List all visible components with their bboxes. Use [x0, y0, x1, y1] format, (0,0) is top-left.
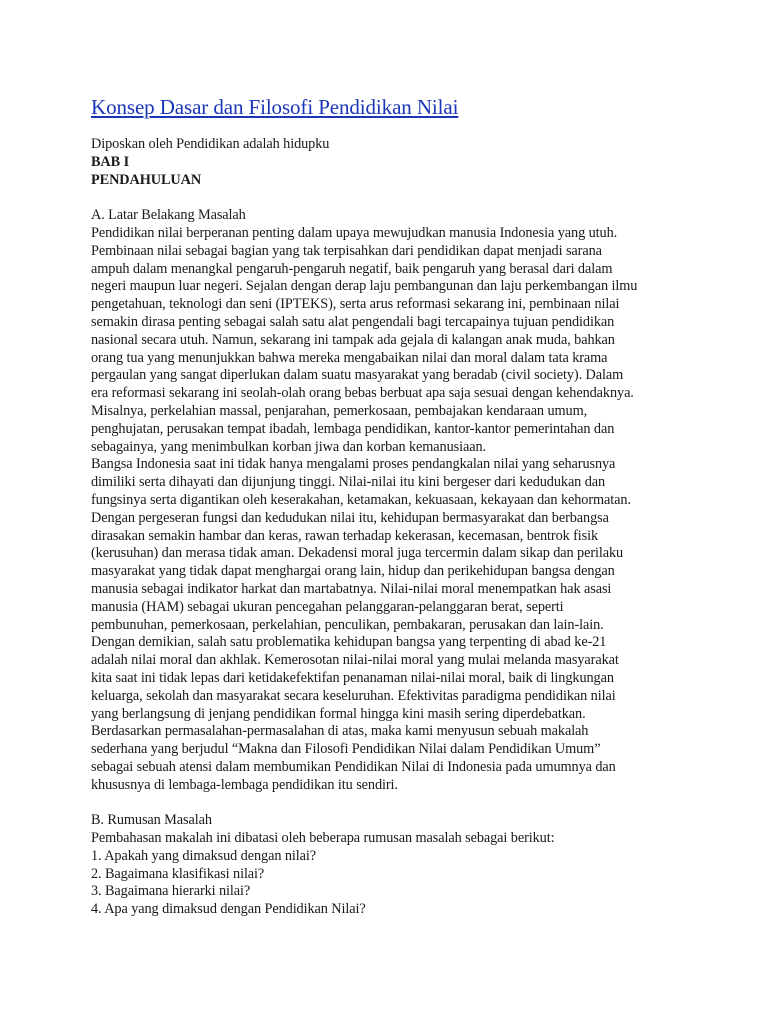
section-a-paragraphs	[91, 225, 711, 795]
paragraph-line: pengetahuan, teknologi dan seni (IPTEKS), serta arus reformasi sekarang ini, pembinaan nilai	[91, 296, 620, 313]
paragraph-line: dirasakan semakin hambar dan keras, rawan terhadap kekerasan, kecemasan, bentrok fisik	[91, 527, 599, 544]
paragraph-line: Pendidikan nilai berperanan penting dalam upaya mewujudkan manusia Indonesia yang utuh.	[91, 224, 618, 241]
chapter-title: PENDAHULUAN	[91, 171, 202, 188]
paragraph-line: dimiliki serta dihayati dan dijunjung tinggi. Nilai-nilai itu kini bergeser dari kedudukan dan	[91, 474, 606, 491]
paragraph-line: pergaulan yang sangat diperlukan dalam suatu masyarakat yang beradab (civil society). Dalam	[91, 367, 624, 384]
question-list	[91, 848, 711, 919]
chapter-number: BAB I	[91, 153, 130, 170]
paragraph-line: khususnya di lembaga-lembaga pendidikan itu sendiri.	[91, 776, 398, 793]
paragraph-line: adalah nilai moral dan akhlak. Kemerosotan nilai-nilai moral yang mulai melanda masyarakat	[91, 652, 619, 669]
paragraph-line: Pembinaan nilai sebagai bagian yang tak terpisahkan dari pendidikan dapat menjadi sarana	[91, 242, 602, 259]
section-b-heading: B. Rumusan Masalah	[91, 812, 212, 829]
paragraph-line: keluarga, sekolah dan masyarakat secara keseluruhan. Efektivitas paradigma pendidikan nilai	[91, 687, 616, 704]
article-body	[91, 94, 711, 919]
paragraph-line: ampuh dalam menangkal pengaruh-pengaruh negatif, baik pengaruh yang berasal dari dalam	[91, 260, 613, 277]
spacer	[91, 189, 711, 207]
section-b-intro: Pembahasan makalah ini dibatasi oleh beberapa rumusan masalah sebagai berikut:	[91, 830, 555, 847]
byline: Diposkan oleh Pendidikan adalah hidupku	[91, 136, 330, 152]
paragraph-line: sebagai sebuah atensi dalam membumikan Pendidikan Nilai di Indonesia pada umumnya dan	[91, 758, 616, 775]
article-title-link[interactable]: Konsep Dasar dan Filosofi Pendidikan Nilai	[91, 95, 459, 119]
paragraph-line: Dengan pergeseran fungsi dan kedudukan nilai itu, kehidupan bermasyarakat dan berbangsa	[91, 509, 609, 526]
paragraph-line: sederhana yang berjudul “Makna dan Filosofi Pendidikan Nilai dalam Pendidikan Umum”	[91, 741, 601, 758]
paragraph-line: fungsinya serta digantikan oleh keserakahan, ketamakan, kekuasaan, kekayaan dan kehormatan.	[91, 491, 631, 508]
paragraph-line: semakin dirasa penting sebagai salah satu alat pengendali bagi tercapainya tujuan pendidikan	[91, 313, 615, 330]
question-item: 4. Apa yang dimaksud dengan Pendidikan Nilai?	[91, 901, 366, 918]
paragraph-line: orang tua yang menunjukkan bahwa mereka mengabaikan nilai dan moral dalam tata krama	[91, 349, 608, 366]
paragraph-line: negeri maupun luar negeri. Sejalan dengan derap laju pembangunan dan laju perkembangan ilmu	[91, 278, 638, 295]
paragraph-line: penghujatan, perusakan tempat ibadah, lembaga pendidikan, kantor-kantor pemerintahan dan	[91, 420, 615, 437]
paragraph-line: pembunuhan, pemerkosaan, perkelahian, penculikan, pembakaran, perusakan dan lain-lain.	[91, 616, 604, 633]
paragraph-line: manusia (HAM) sebagai ukuran pencegahan pelanggaran-pelanggaran berat, seperti	[91, 598, 564, 615]
paragraph-line: Dengan demikian, salah satu problematika kehidupan bangsa yang terpenting di abad ke-21	[91, 634, 607, 651]
paragraph-line: Berdasarkan permasalahan-permasalahan di atas, maka kami menyusun sebuah makalah	[91, 723, 589, 740]
paragraph-line: masyarakat yang tidak dapat menghargai orang lain, hidup dan perikehidupan bangsa dengan	[91, 563, 615, 580]
paragraph-line: sebagainya, yang menimbulkan korban jiwa dan korban kemanusiaan.	[91, 438, 486, 455]
paragraph-line: Misalnya, perkelahian massal, penjarahan, pemerkosaan, pembajakan kendaraan umum,	[91, 402, 588, 419]
question-item: 1. Apakah yang dimaksud dengan nilai?	[91, 847, 316, 864]
section-a-heading: A. Latar Belakang Masalah	[91, 207, 246, 224]
paragraph-line: era reformasi sekarang ini seolah-olah orang bebas berbuat apa saja sesuai dengan kehendaknya.	[91, 385, 634, 402]
paragraph-line: kita saat ini tidak lepas dari ketidakefektifan penanaman nilai-nilai moral, baik di lingkungan	[91, 669, 614, 686]
spacer	[91, 794, 711, 812]
paragraph-line: (kerusuhan) dan merasa tidak aman. Dekadensi moral juga tercermin dalam sikap dan perilaku	[91, 545, 624, 562]
question-item: 3. Bagaimana hierarki nilai?	[91, 883, 251, 900]
paragraph-line: Bangsa Indonesia saat ini tidak hanya mengalami proses pendangkalan nilai yang seharusnya	[91, 456, 616, 473]
paragraph-line: manusia sebagai indikator harkat dan martabatnya. Nilai-nilai moral menempatkan hak asasi	[91, 580, 612, 597]
paragraph-line: nasional secara utuh. Namun, sekarang ini tampak ada gejala di kalangan anak muda, bahkan	[91, 331, 615, 348]
paragraph-line: yang berlangsung di jenjang pendidikan formal hingga kini masih sering diperdebatkan.	[91, 705, 586, 722]
question-item: 2. Bagaimana klasifikasi nilai?	[91, 865, 265, 882]
